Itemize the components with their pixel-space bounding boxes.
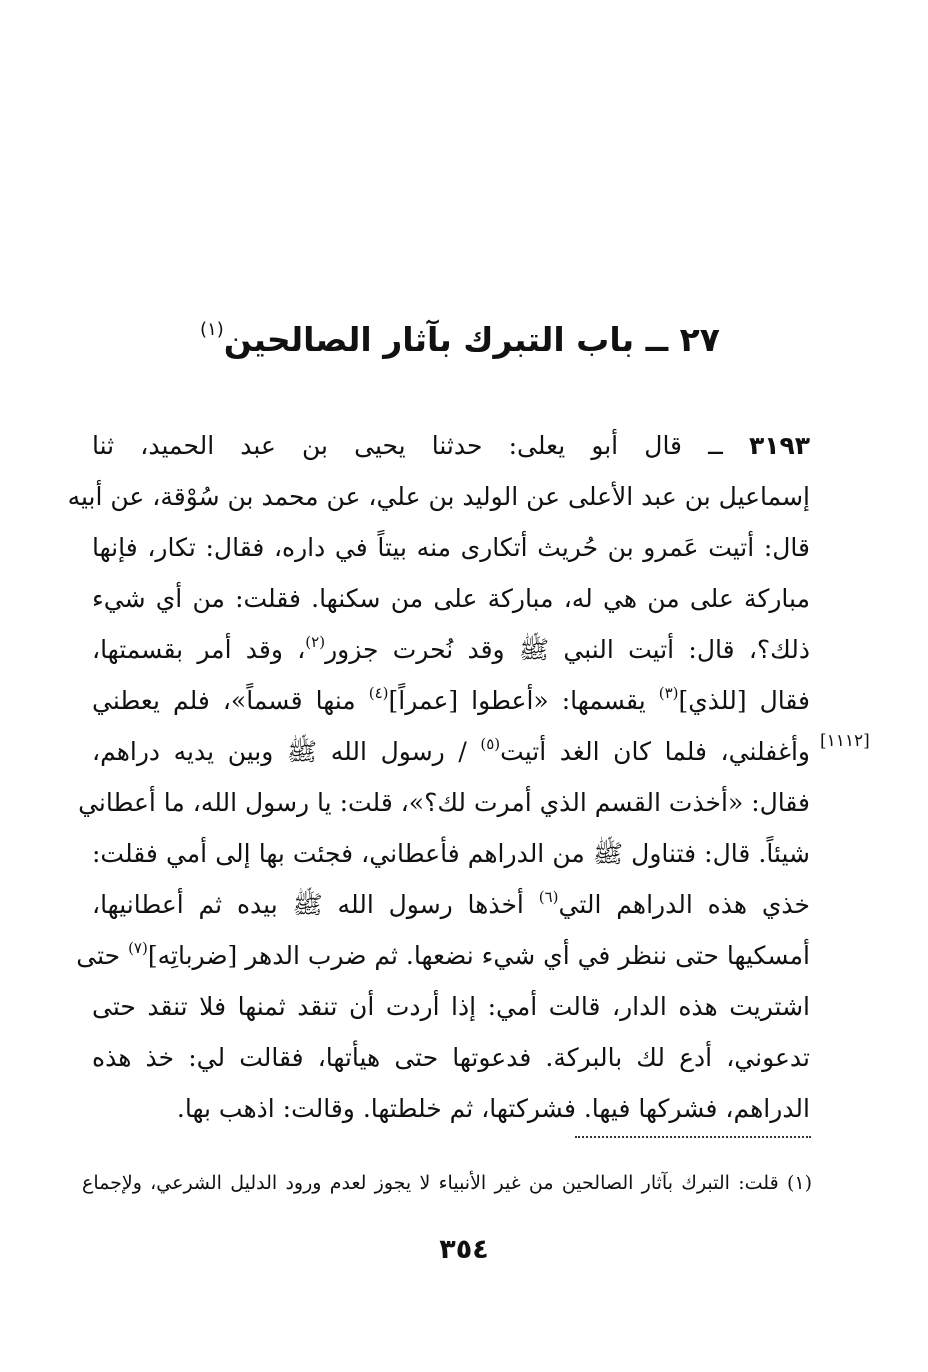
chapter-footnote-ref: (١) [200,319,224,341]
manuscript-folio-ref: [١١١٢] [820,731,870,751]
text-line [76,930,810,981]
footnote-ref: (٧) [128,939,148,957]
text-line [92,624,810,675]
page-number: ٣٥٤ [439,1234,489,1265]
text-segment: ذلك؟، قال: أتيت النبي ﷺ وقد نُحرت جزور [325,635,810,664]
text-segment: قال: أتيت عَمرو بن حُريث أتكارى منه بيتاً في داره، فقال: تكار، فإنها [92,533,810,562]
text-line [92,879,810,930]
text-line [67,471,810,522]
footnote-1: (١) قلت: التبرك بآثار الصالحين من غير الأنبياء لا يجوز لعدم ورود الدليل الشرعي، ولإجماع [82,1172,812,1194]
footnote-ref: (٣) [658,684,679,702]
text-segment: شيئاً. قال: فتناول ﷺ من الدراهم فأعطاني، فجئت بها إلى أمي فقلت: [92,839,810,868]
text-line: ٣١٩٣ ــ قال أبو يعلى: حدثنا يحيى بن عبد الحميد، ثنا [92,431,810,460]
text-segment: يقسمها: «أعطوا [عمراً] [388,686,659,715]
text-segment: وأغفلني، فلما كان الغد أتيت [500,737,811,766]
text-segment: إسماعيل بن عبد الأعلى عن الوليد بن علي، عن محمد بن سُوْقة، عن أبيه [67,482,810,511]
text-segment: حتى [76,941,129,970]
text-line [92,522,810,573]
text-line [92,1032,810,1083]
footnote-ref: (٤) [368,684,389,702]
text-segment: فقال: «أخذت القسم الذي أمرت لك؟»، قلت: يا رسول الله، ما أعطاني [78,788,810,817]
text-segment: خذي هذه الدراهم التي [558,890,810,919]
hadith-text [67,420,811,1134]
footnote-ref: (٦) [538,888,559,906]
text-segment: / رسول الله ﷺ وبين يديه دراهم، [92,737,481,766]
footnote-ref: (٥) [480,735,501,753]
text-segment: مباركة على من هي له، مباركة على من سكنها. فقلت: من أي شيء [92,584,810,613]
text-segment: منها قسماً»، فلم يعطني [92,686,369,715]
footnote-separator [575,1136,811,1138]
text-segment: ، وقد أمر بقسمتها، [92,635,306,664]
text-line [92,828,810,879]
text-line [92,981,810,1032]
text-segment: أمسكيها حتى ننظر في أي شيء نضعها. ثم ضرب الدهر [ضرباتِه] [147,941,810,970]
text-segment: تدعوني، أدع لك بالبركة. فدعوتها حتى هيأتها، فقالت لي: خذ هذه [92,1043,810,1072]
text-segment: فقال [للذي] [678,686,810,715]
text-line [78,777,810,828]
text-line [92,1083,810,1134]
text-line [92,675,810,726]
text-segment: الدراهم، فشركها فيها. فشركتها، ثم خلطتها. وقالت: اذهب بها. [176,1094,810,1123]
text-line [92,573,810,624]
hadith-number: ٣١٩٣ [748,431,810,460]
text-line [92,726,810,777]
chapter-title-text: ٢٧ ــ باب التبرك بآثار الصالحين [223,320,720,360]
text-segment: أخذها رسول الله ﷺ بيده ثم أعطانيها، [92,890,539,919]
footnote-ref: (٢) [305,633,326,651]
text-segment: قال أبو يعلى: حدثنا يحيى بن عبد الحميد، ثنا [92,431,683,460]
text-segment: اشتريت هذه الدار، قالت أمي: إذا أردت أن تنقد ثمنها فلا تنقد حتى [92,992,810,1021]
chapter-title [120,308,800,362]
